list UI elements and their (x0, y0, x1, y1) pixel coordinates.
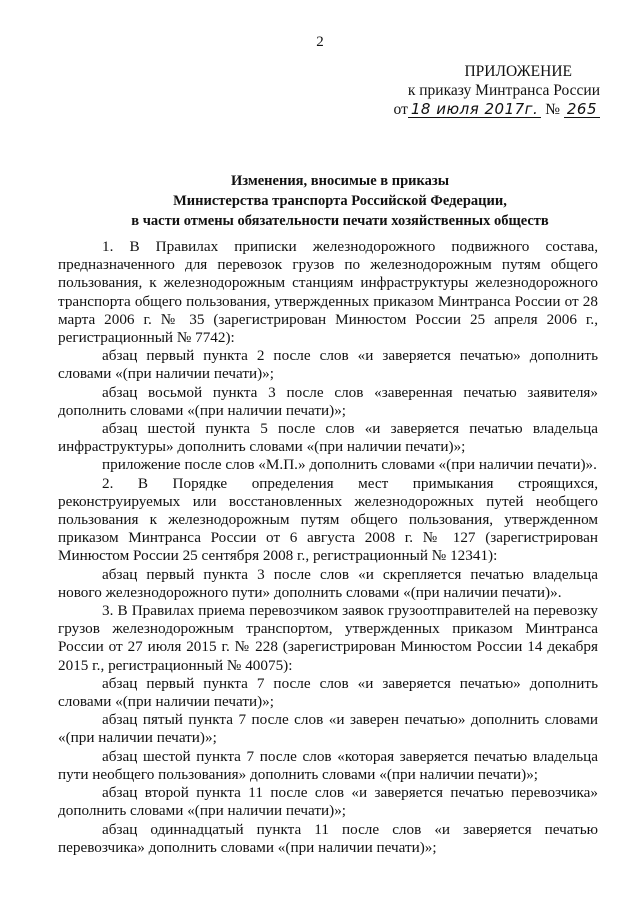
heading-line-1: Изменения, вносимые в приказы (230, 173, 450, 189)
number-label: № (545, 101, 560, 118)
paragraph-4: абзац шестой пункта 5 после слов «и заверяется печатью владельца инфраструктуры» дополнить словами «(при наличии печати)»; (58, 420, 598, 456)
order-number-handwritten: 265 (564, 102, 600, 118)
document-heading (60, 171, 620, 231)
order-date-handwritten: 18 июля 2017г. (408, 102, 541, 118)
appendix-block (390, 62, 600, 119)
document-body (58, 238, 598, 857)
paragraph-3: абзац восьмой пункта 3 после слов «заверенная печатью заявителя» дополнить словами «(при наличии печати)»; (58, 383, 598, 419)
paragraph-10: абзац пятый пункта 7 после слов «и заверен печатью» дополнить словами «(при наличии печати)»; (58, 711, 598, 747)
appendix-title: ПРИЛОЖЕНИЕ (464, 63, 572, 80)
from-label: от (393, 101, 408, 118)
paragraph-7: абзац первый пункта 3 после слов «и скрепляется печатью владельца нового железнодорожного пути» дополнить словами «(при наличии печати)». (58, 565, 598, 601)
paragraph-9: абзац первый пункта 7 после слов «и заверяется печатью» дополнить словами «(при наличии печати)»; (58, 674, 598, 711)
paragraph-8: 3. В Правилах приема перевозчиком заявок грузоотправителей на перевозку грузов железнодорожным транспортом, утвержденных приказом Минтранса России от 27 июля 2015 г. № 228 (зарегистрирован Минюстом России 14 декабря 2015 г., регистрационный № 40075): (58, 602, 598, 674)
heading-line-2: Министерства транспорта Российской Федерации, (173, 193, 507, 209)
paragraph-6: 2. В Порядке определения мест примыкания строящихся, реконструируемых или восстановленных железнодорожных путей необщего пользования к железнодорожным путям общего пользования, утвержденном приказом Минтранса России от 6 августа 2008 г. № 127 (зарегистрирован Минюстом России 25 сентября 2008 г., регистрационный № 12341): (58, 474, 598, 565)
appendix-order-ref: к приказу Минтранса России (407, 82, 600, 99)
paragraph-11: абзац шестой пункта 7 после слов «которая заверяется печатью владельца пути необщего пользования» дополнить словами «(при наличии печати)»; (58, 747, 598, 783)
appendix-order-line (390, 100, 600, 119)
page-number: 2 (316, 34, 324, 50)
paragraph-2: абзац первый пункта 2 после слов «и заверяется печатью» дополнить словами «(при наличии печати)»; (58, 347, 598, 383)
paragraph-1: 1. В Правилах приписки железнодорожного подвижного состава, предназначенного для перевозок грузов по железнодорожным путям общего пользования, к железнодорожным станциям инфраструктуры железнодорожного транспорта общего пользования, утвержденных приказом Минтранса России от 28 марта 2006 г. № 35 (зарегистрирован Минюстом России 25 апреля 2006 г., регистрационный № 7742): (58, 238, 598, 347)
heading-line-3: в части отмены обязательности печати хозяйственных обществ (131, 213, 549, 229)
paragraph-13: абзац одиннадцатый пункта 11 после слов «и заверяется печатью перевозчика» дополнить словами «(при наличии печати)»; (58, 820, 598, 856)
paragraph-12: абзац второй пункта 11 после слов «и заверяется печатью перевозчика» дополнить словами «(при наличии печати)»; (58, 784, 598, 820)
paragraph-5: приложение после слов «М.П.» дополнить словами «(при наличии печати)». (102, 456, 597, 474)
